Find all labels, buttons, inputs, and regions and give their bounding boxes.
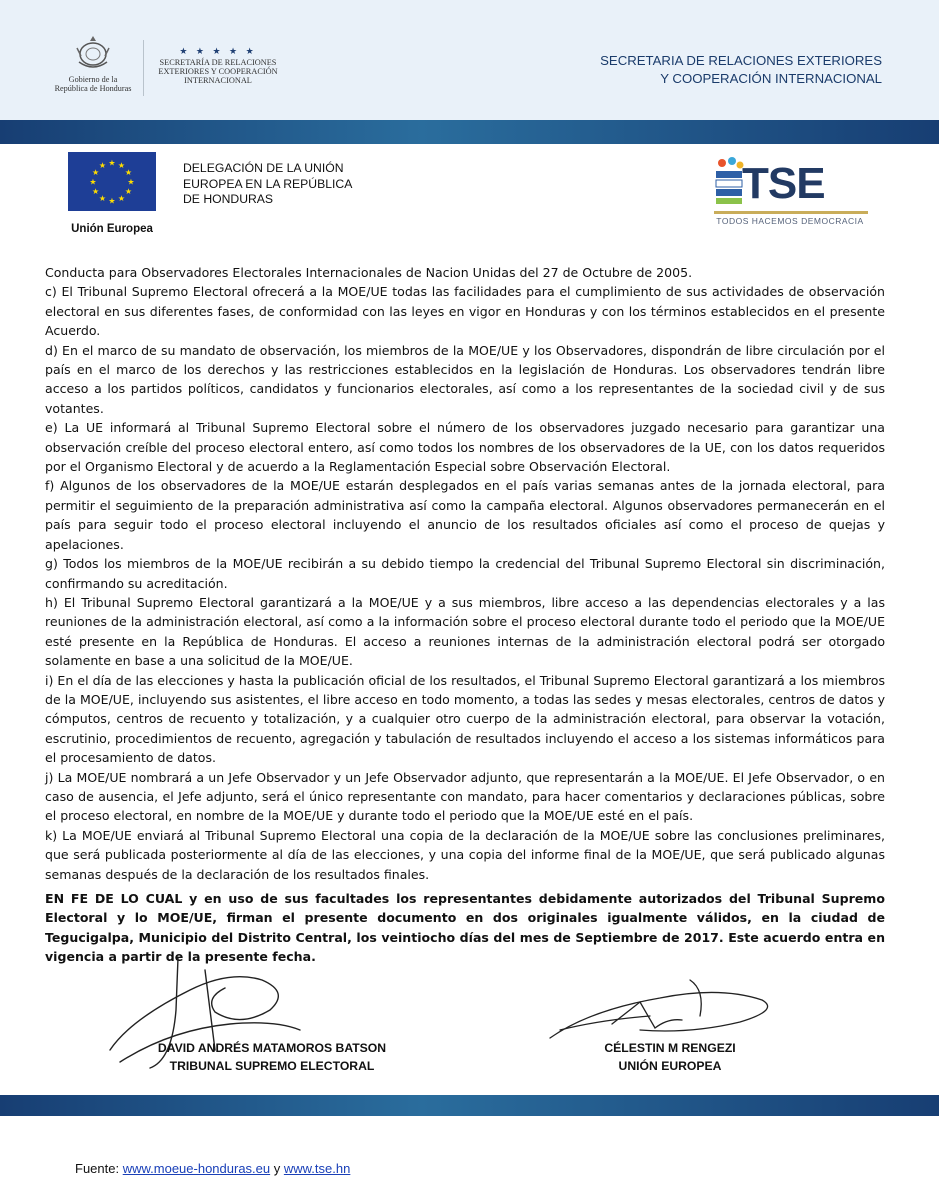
ministry-title: SECRETARIA DE RELACIONES EXTERIORES Y COOPERACIÓN INTERNACIONAL bbox=[600, 53, 882, 86]
government-logo bbox=[48, 34, 138, 100]
eu-star-icon: ★ bbox=[91, 187, 100, 196]
source-line bbox=[75, 1161, 350, 1176]
source-label: Fuente: bbox=[75, 1161, 123, 1176]
stars-icon: ★ ★ ★ ★ ★ bbox=[179, 46, 257, 56]
paragraph-j: j) La MOE/UE nombrará a un Jefe Observador y un Jefe Observador adjunto, que representarán a la MOE/UE. El Jefe Observador, o en caso de ausencia, el Jefe adjunto, será el único representante con mandato, para hacer comentarios y declaraciones públicas, sobre el proceso electoral, en nombre de la MOE/UE y durante todo el periodo que la MOE/UE esté en el país. bbox=[45, 769, 885, 824]
paragraph-d: d) En el marco de su mandato de observación, los miembros de la MOE/UE y los Observadores, dispondrán de libre circulación por el país en el marco de los derechos y las restricciones establecidos en la legislación de Honduras. Los observadores tendrán libre acceso a los partidos políticos, candidatos y funcionarios electorales, así como a los representantes de la sociedad civil y de sus votantes. bbox=[45, 342, 885, 416]
signer-left-name: DAVID ANDRÉS MATAMOROS BATSON bbox=[157, 1041, 387, 1055]
paragraph-k: k) La MOE/UE enviará al Tribunal Supremo Electoral una copia de la declaración de la MOE/UE sobre las conclusiones preliminares, que será publicada posteriormente al día de las elecciones, y una copia del informe final de la MOE/UE, que será publicado algunas semanas después de la declaración de los resultados finales. bbox=[45, 827, 885, 882]
eu-star-icon: ★ bbox=[91, 168, 100, 177]
tse-people-icon bbox=[714, 157, 744, 215]
eu-delegation-title: DELEGACIÓN DE LA UNIÓN EUROPEA EN LA REPÚBLICA DE HONDURAS bbox=[183, 161, 353, 206]
signer-right-name: CÉLESTIN M RENGEZI bbox=[604, 1041, 736, 1055]
eu-caption: Unión Europea bbox=[71, 223, 153, 235]
eu-star-icon: ★ bbox=[98, 193, 107, 203]
paragraph-i: i) En el día de las elecciones y hasta la publicación oficial de los resultados, el Tribunal Supremo Electoral garantizará a los miembros de la MOE/UE, incluyendo sus asistentes, el libre acceso en todo momento, a todas las sedes y mesas electorales, centros de datos y cómputos, centros de recuento y totalización, y a cualquier otro cuerpo de la administración electoral, para observar la votación, escrutinio, procedimientos de recuento, agregación y tabulación de resultados incluyendo el acceso a los sistemas informáticos para el procesamiento de datos. bbox=[45, 672, 885, 766]
paragraph-h: h) El Tribunal Supremo Electoral garantizará a la MOE/UE y a sus miembros, libre acceso a las dependencias electorales y a las reuniones de la administración electoral, así como a la información sobre el proceso electoral durante todo el periodo que la MOE/UE esté presente en la República de Honduras. El acceso a reuniones internas de la administración electoral podrá ser otorgado solamente en base a una solicitud de la MOE/UE. bbox=[45, 594, 885, 669]
eu-star-icon: ★ bbox=[108, 196, 116, 206]
eu-star-icon: ★ bbox=[98, 161, 107, 171]
eu-star-icon: ★ bbox=[124, 168, 133, 177]
paragraph-c: c) El Tribunal Supremo Electoral ofrecerá a la MOE/UE todas las facilidades para el cumplimiento de sus actividades de observación electoral en sus diferentes fases, de conformidad con las leyes en vigor en Honduras y con los términos establecidos en el presente Acuerdo. bbox=[45, 284, 885, 339]
government-name: Gobierno de la República de Honduras bbox=[54, 75, 132, 93]
source-separator: y bbox=[270, 1161, 284, 1176]
document-body bbox=[45, 263, 885, 884]
signer-right bbox=[585, 1039, 755, 1075]
tse-rule bbox=[714, 211, 868, 214]
paragraph-intro: Conducta para Observadores Electorales Internacionales de Nacion Unidas del 27 de Octubre de 2005. bbox=[45, 265, 693, 280]
signer-left bbox=[150, 1039, 394, 1075]
sre-logo bbox=[150, 46, 286, 85]
header-stripe bbox=[0, 120, 939, 144]
coat-of-arms-icon bbox=[73, 34, 113, 72]
tse-wordmark: TSE bbox=[742, 159, 825, 208]
header-divider bbox=[143, 40, 144, 96]
signer-right-org: UNIÓN EUROPEA bbox=[618, 1059, 722, 1073]
eu-flag-icon bbox=[68, 152, 156, 211]
sre-logo-text: SECRETARÍA DE RELACIONES EXTERIORES Y COOPERACIÓN INTERNACIONAL bbox=[158, 58, 278, 85]
signature-right bbox=[550, 980, 768, 1038]
paragraph-e: e) La UE informará al Tribunal Supremo Electoral sobre el número de los observadores juzgado necesario para garantizar una observación creíble del proceso electoral entero, así como todos los nombres de los observadores de la UE, con los datos requeridos por el Organismo Electoral y de acuerdo a la Reglamentación Especial sobre Observación Electoral. bbox=[45, 420, 885, 475]
link-tse[interactable]: www.tse.hn bbox=[283, 1161, 351, 1176]
footer-stripe bbox=[0, 1095, 939, 1116]
eu-star-icon: ★ bbox=[124, 187, 133, 196]
eu-star-icon: ★ bbox=[89, 177, 97, 187]
signer-left-org: TRIBUNAL SUPREMO ELECTORAL bbox=[169, 1059, 375, 1073]
link-moeue[interactable]: www.moeue-honduras.eu bbox=[122, 1161, 271, 1176]
tse-tagline: TODOS HACEMOS DEMOCRACIA bbox=[716, 216, 864, 226]
eu-star-icon: ★ bbox=[108, 158, 116, 168]
paragraph-f: f) Algunos de los observadores de la MOE/UE estarán desplegados en el país varias semanas antes de la jornada electoral, para permitir el seguimiento de la preparación administrativa así como la campaña electoral. Algunos observadores permanecerán en el país para seguir todo el proceso electoral incluyendo el anuncio de los resultados oficiales así como el proceso de quejas y apelaciones. bbox=[45, 478, 885, 552]
eu-star-icon: ★ bbox=[117, 193, 126, 203]
eu-star-icon: ★ bbox=[127, 177, 135, 187]
eu-star-icon: ★ bbox=[117, 161, 126, 171]
closing-statement: EN FE DE LO CUAL y en uso de sus facultades los representantes debidamente autorizados del Tribunal Supremo Electoral y lo MOE/UE, firman el presente documento en dos originales igualmente válidos, en la ciudad de Tegucigalpa, Municipio del Distrito Central, los veintiocho días del mes de Septiembre de 2017. Este acuerdo entra en vigencia a partir de la presente fecha. bbox=[45, 891, 885, 965]
paragraph-g: g) Todos los miembros de la MOE/UE recibirán a su debido tiempo la credencial del Tribunal Supremo Electoral sin discriminación, confirmando su acreditación. bbox=[45, 556, 885, 591]
handwritten-signatures bbox=[0, 950, 939, 1070]
tse-logo bbox=[712, 151, 872, 231]
